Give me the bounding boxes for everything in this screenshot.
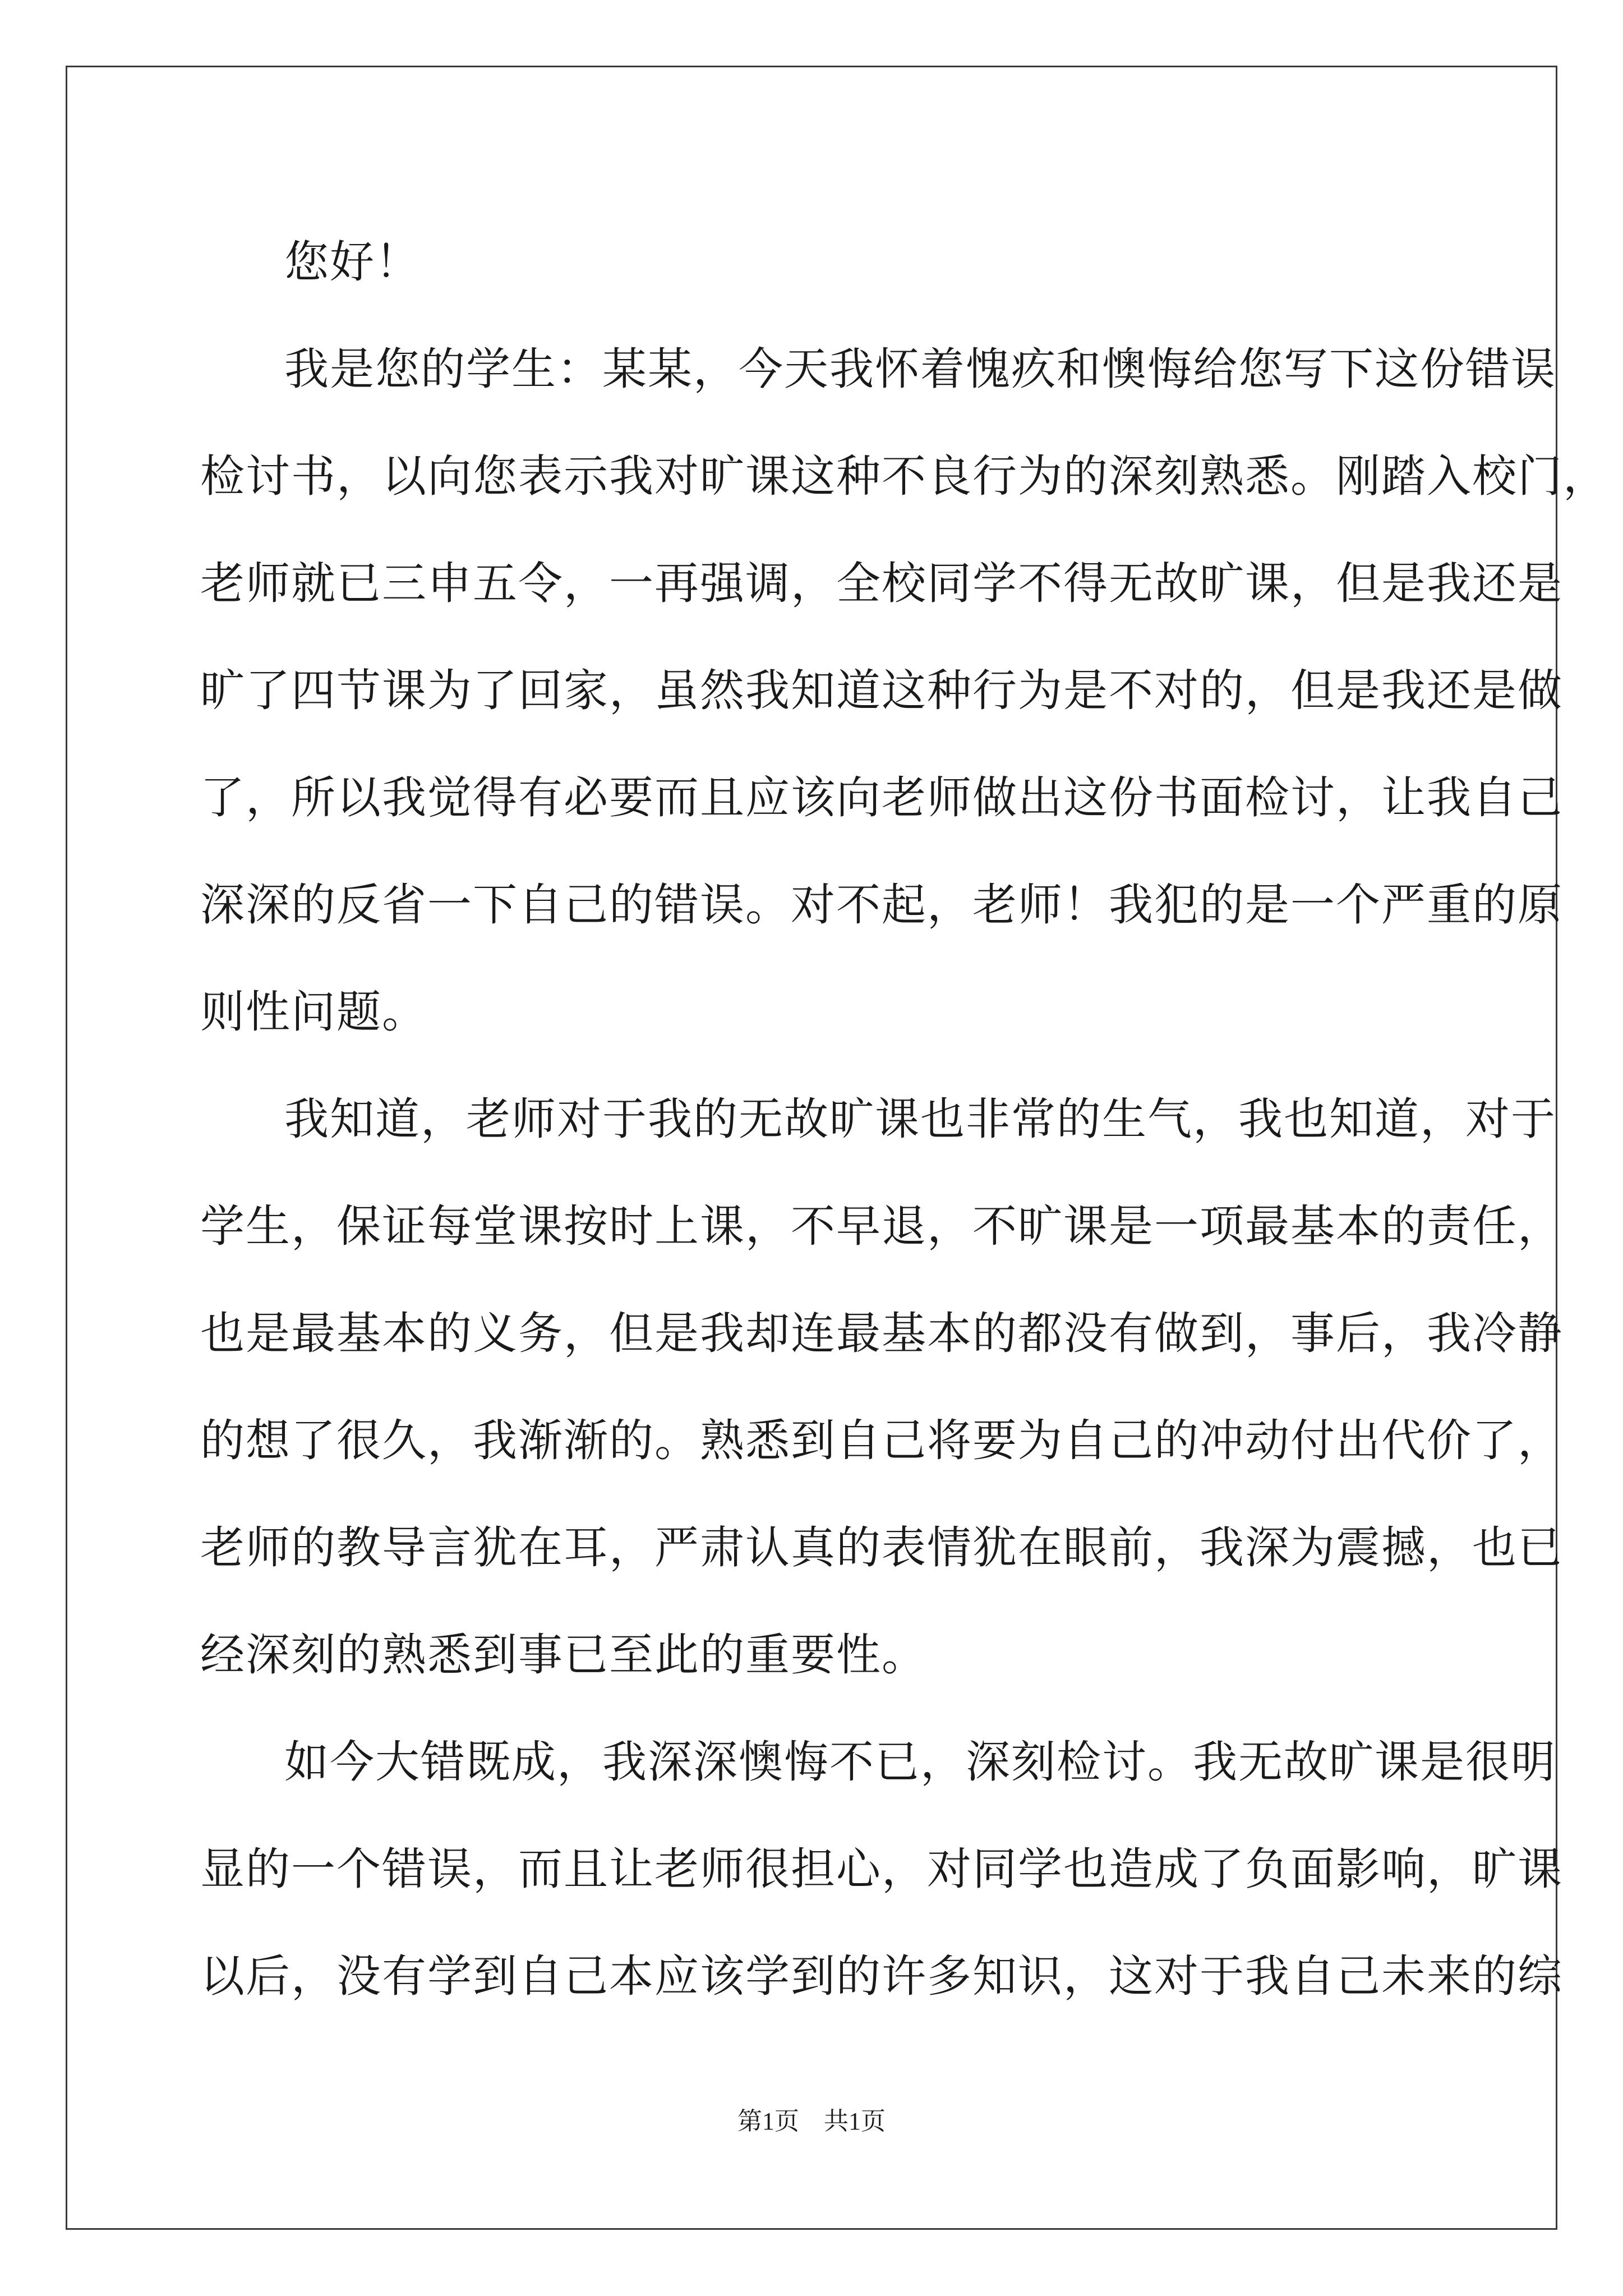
text-line: 深深的反省一下自己的错误。对不起，老师！我犯的是一个严重的原	[200, 879, 1563, 931]
text-line: 经深刻的熟悉到事已至此的重要性。	[200, 1629, 927, 1681]
text-line: 我是您的学生：某某，今天我怀着愧疚和懊悔给您写下这份错误	[284, 343, 1556, 395]
text-line: 以后，没有学到自己本应该学到的许多知识，这对于我自己未来的综	[200, 1950, 1563, 2002]
text-line: 则性问题。	[200, 986, 427, 1038]
page-footer: 第1页 共1页	[737, 2108, 886, 2135]
text-line: 如今大错既成，我深深懊悔不已，深刻检讨。我无故旷课是很明	[284, 1736, 1556, 1788]
text-line: 老师的教导言犹在耳，严肃认真的表情犹在眼前，我深为震撼，也已	[200, 1522, 1563, 1573]
text-line: 我知道，老师对于我的无故旷课也非常的生气，我也知道，对于	[284, 1093, 1556, 1145]
text-line: 了，所以我觉得有必要而且应该向老师做出这份书面检讨，让我自己	[200, 772, 1563, 823]
text-line: 检讨书，以向您表示我对旷课这种不良行为的深刻熟悉。刚踏入校门，	[200, 450, 1608, 502]
text-line: 老师就已三申五令，一再强调，全校同学不得无故旷课，但是我还是	[200, 558, 1563, 609]
document-body	[200, 209, 1608, 2030]
greeting-line: 您好！	[284, 236, 421, 288]
text-line: 显的一个错误，而且让老师很担心，对同学也造成了负面影响，旷课	[200, 1843, 1563, 1895]
text-line: 也是最基本的义务，但是我却连最基本的都没有做到，事后，我冷静	[200, 1308, 1563, 1359]
text-line: 学生，保证每堂课按时上课，不早退，不旷课是一项最基本的责任，	[200, 1200, 1563, 1252]
text-line: 旷了四节课为了回家，虽然我知道这种行为是不对的，但是我还是做	[200, 665, 1563, 716]
text-line: 的想了很久，我渐渐的。熟悉到自己将要为自己的冲动付出代价了，	[200, 1415, 1563, 1466]
